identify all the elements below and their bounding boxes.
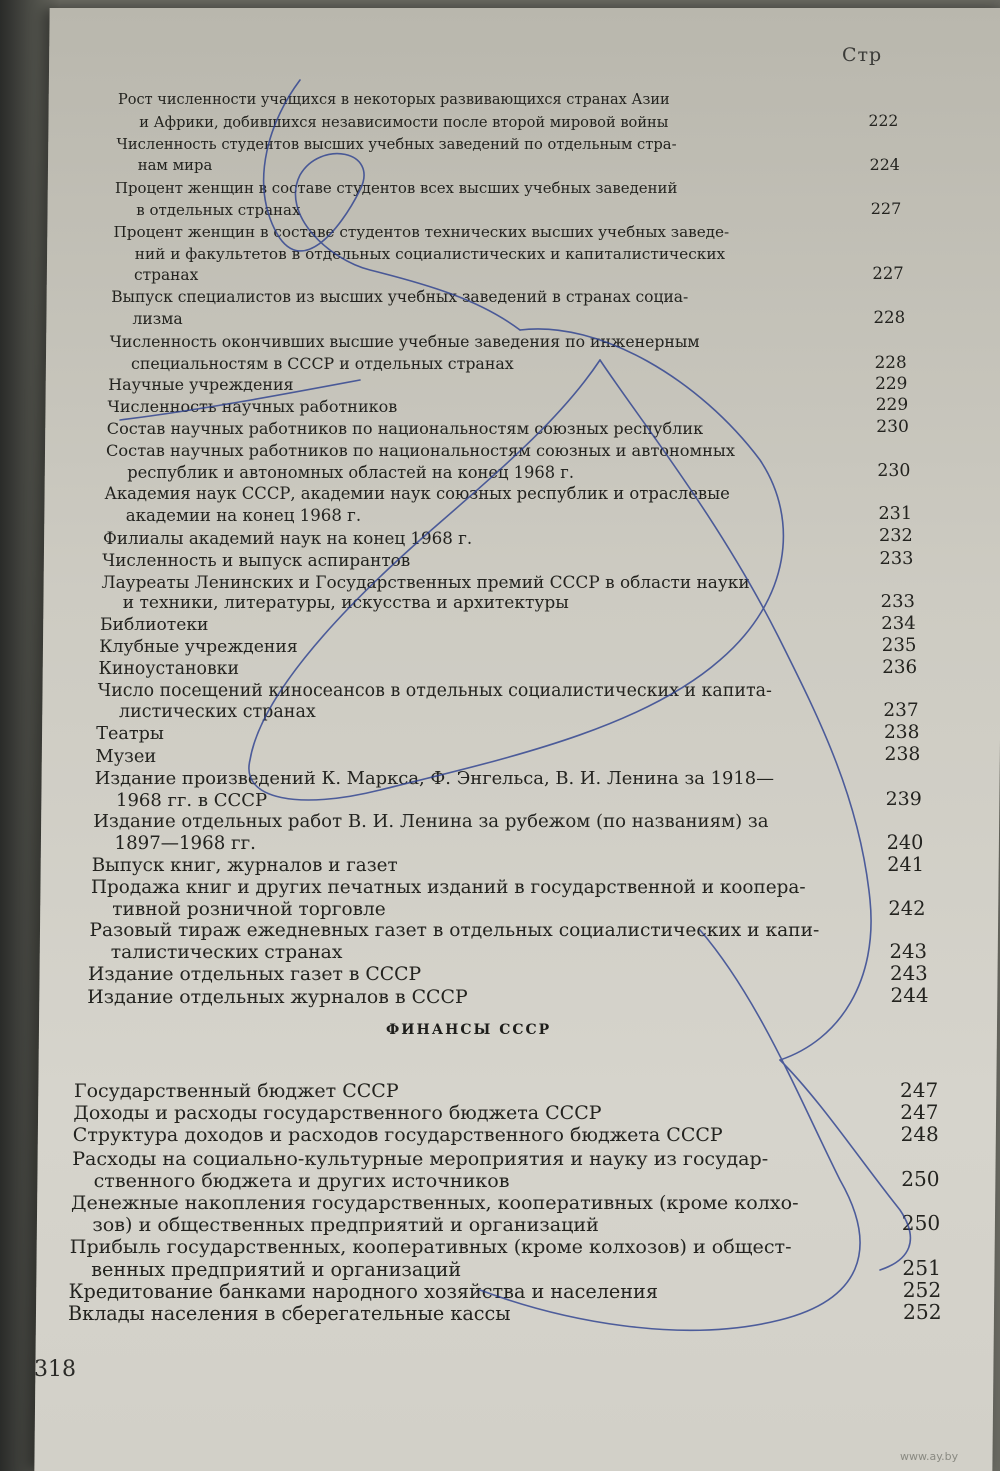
page-number: 318 — [34, 1357, 76, 1382]
toc-entry-page: 229 — [875, 395, 909, 416]
toc-entry-page: 242 — [888, 896, 926, 920]
toc-entry-text: тивной розничной торговле — [112, 898, 386, 920]
toc-entry-page: 238 — [884, 744, 921, 765]
toc-entry-text: ний и факультетов в отдельных социалистических и капиталистических — [134, 244, 726, 263]
toc-entry-page: 222 — [868, 111, 899, 130]
toc-entry-text: лизма — [132, 310, 183, 328]
toc-entry-page: 229 — [875, 373, 908, 394]
toc-entry-text: Структура доходов и расходов государственного бюджета СССР — [72, 1124, 723, 1147]
toc-entry-text: и техники, литературы, искусства и архитектуры — [122, 593, 569, 614]
toc-entry-text: Выпуск специалистов из высших учебных заведений в странах социа- — [111, 288, 689, 307]
toc-entry-page: 224 — [869, 155, 900, 175]
toc-entry-text: Численность и выпуск аспирантов — [102, 549, 411, 570]
toc-entry-page: 243 — [890, 962, 928, 985]
toc-entry-page: 247 — [900, 1078, 939, 1102]
toc-entry-page: 230 — [876, 417, 909, 437]
toc-entry-text: Клубные учреждения — [99, 637, 298, 657]
toc-entry-text: Издание произведений К. Маркса, Ф. Энгельса, В. И. Ленина за 1918— — [94, 767, 775, 789]
toc-entry-text: Музеи — [95, 746, 157, 767]
toc-entry-text: ственного бюджета и других источников — [93, 1168, 510, 1192]
toc-entry-page: 241 — [887, 853, 925, 876]
toc-entry-text: нам мира — [137, 157, 213, 175]
toc-entry-text: Разовый тираж ежедневных газет в отдельных социалистических и капи- — [89, 920, 820, 942]
toc-entry-text: академии на конец 1968 г. — [125, 506, 362, 526]
toc-entry-page: 236 — [882, 656, 918, 678]
toc-entry-text: 1968 гг. в СССР — [116, 789, 268, 811]
toc-entry-page: 238 — [883, 722, 920, 744]
toc-entry-text: и Африки, добившихся независимости после второй мировой войны — [139, 113, 669, 131]
watermark: www.ay.by — [900, 1450, 959, 1463]
toc-entry-text: Научные учреждения — [108, 375, 294, 395]
toc-entry-text: 1897—1968 гг. — [114, 833, 256, 855]
toc-entry-text: зов) и общественных предприятий и организаций — [92, 1213, 599, 1237]
toc-entry-text: талистических странах — [110, 942, 343, 964]
toc-entry-text: Доходы и расходы государственного бюджета СССР — [73, 1102, 602, 1125]
toc-entry-text: Расходы на социально-культурные мероприятия и науку из государ- — [72, 1146, 769, 1170]
toc-entry-text: Академия наук СССР, академии наук союзных республик и отраслевые — [104, 484, 730, 504]
toc-entry-page: 227 — [872, 264, 904, 284]
toc-entry-page: 248 — [900, 1122, 939, 1147]
toc-entry-text: Издание отдельных журналов в СССР — [87, 985, 468, 1008]
toc-entry-text: Театры — [96, 724, 164, 745]
toc-entry-text: Вклады населения в сберегательные кассы — [68, 1302, 511, 1325]
toc-entry-text: Издание отдельных работ В. И. Ленина за рубежом (по названиям) за — [93, 811, 769, 833]
toc-entry-text: республик и автономных областей на конец 1968 г. — [127, 462, 574, 482]
toc-entry-text: Прибыль государственных, кооперативных (кроме колхозов) и общест- — [69, 1235, 792, 1259]
toc-entry-text: Численность окончивших высшие учебные заведения по инженерным — [109, 331, 700, 351]
toc-entry-page: 250 — [901, 1166, 940, 1191]
toc-entry-page: 252 — [903, 1300, 942, 1324]
toc-entry-page: 244 — [890, 983, 929, 1007]
toc-entry-text: Процент женщин в составе студентов технических высших учебных заведе- — [113, 222, 730, 241]
toc-entry-text: Лауреаты Ленинских и Государственных премий СССР в области науки — [101, 571, 750, 592]
toc-entry-page: 235 — [881, 635, 917, 656]
toc-entry-text: Состав научных работников по национальностям союзных и автономных — [106, 440, 735, 460]
toc-entry-text: в отдельных странах — [136, 201, 301, 219]
toc-entry-text: Число посещений киносеансов в отдельных социалистических и капита- — [97, 680, 772, 701]
toc-entry-page: 251 — [902, 1255, 941, 1280]
toc-entry-text: Продажа книг и других печатных изданий в государственной и коопера- — [91, 876, 806, 898]
section-title: ФИНАНСЫ СССР — [386, 1022, 552, 1038]
toc-entry-text: специальностям в СССР и отдельных странах — [131, 353, 514, 373]
page-column-label: Стр — [842, 44, 883, 66]
toc-entry-text: Выпуск книг, журналов и газет — [91, 855, 398, 876]
toc-entry-page: 247 — [900, 1100, 939, 1125]
toc-entry-page: 231 — [878, 504, 913, 525]
toc-entry-text: венных предприятий и организаций — [91, 1257, 462, 1281]
toc-entry-page: 230 — [877, 460, 911, 481]
toc-entry-page: 228 — [873, 308, 906, 327]
toc-entry-text: Денежные накопления государственных, кооперативных (кроме колхо- — [71, 1191, 799, 1214]
toc-entry-text: Библиотеки — [100, 615, 209, 636]
toc-entry-page: 233 — [880, 591, 915, 613]
toc-entry-text: странах — [134, 266, 199, 285]
toc-entry-page: 243 — [889, 940, 928, 964]
toc-entry-text: Численность научных работников — [107, 397, 398, 417]
toc-entry-text: Издание отдельных газет в СССР — [88, 964, 422, 985]
toc-entry-text: Процент женщин в составе студентов всех высших учебных заведений — [115, 179, 678, 198]
toc-entry-page: 232 — [879, 526, 913, 546]
toc-entry-text: Кредитование банками народного хозяйства и населения — [68, 1279, 658, 1303]
toc-entry-page: 233 — [879, 547, 914, 569]
toc-entry-text: Государственный бюджет СССР — [74, 1080, 399, 1102]
toc-entry-page: 227 — [870, 199, 902, 218]
toc-entry-text: Киноустановки — [98, 658, 239, 679]
toc-entry-page: 240 — [886, 831, 924, 855]
toc-entry-page: 239 — [885, 787, 922, 810]
toc-entry-text: Рост численности учащихся в некоторых развивающихся странах Азии — [118, 92, 670, 108]
toc-entry-text: Состав научных работников по национальностям союзных республик — [106, 419, 704, 438]
toc-entry-page: 252 — [902, 1277, 942, 1302]
toc-entry-text: листических странах — [119, 702, 316, 723]
toc-entry-page: 234 — [881, 613, 916, 635]
toc-entry-page: 228 — [874, 351, 907, 372]
toc-entry-page: 250 — [901, 1211, 941, 1236]
toc-entry-text: Численность студентов высших учебных заведений по отдельным стра- — [116, 135, 677, 153]
toc-entry-text: Филиалы академий наук на конец 1968 г. — [103, 528, 473, 548]
toc-entry-page: 237 — [883, 700, 919, 722]
